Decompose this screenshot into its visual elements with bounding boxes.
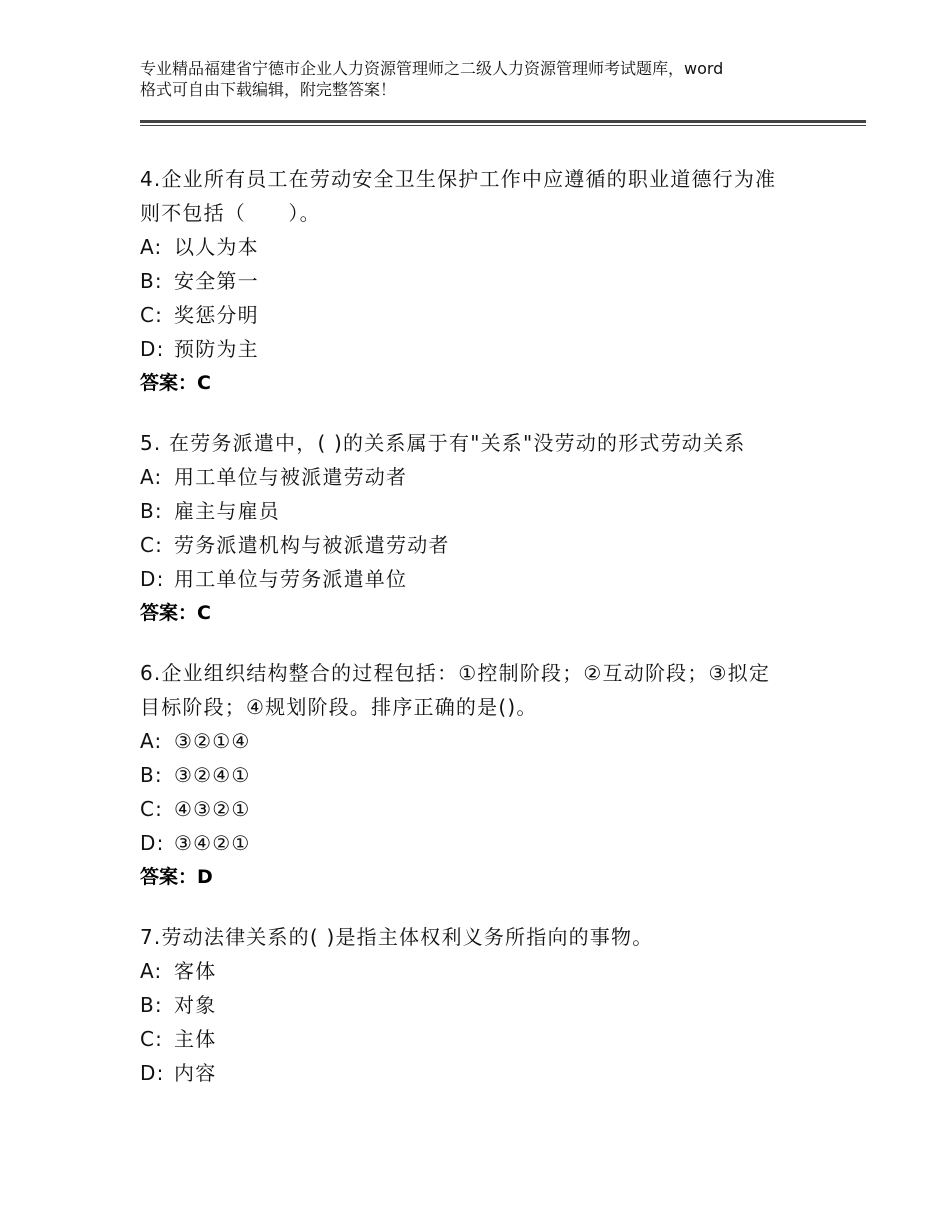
option-b: [140, 494, 820, 528]
stem-line: 5. 在劳务派遣中，( )的关系属于有"关系"没劳动的形式劳动关系: [140, 431, 746, 455]
option-a: [140, 460, 820, 494]
option-letter: B:: [140, 993, 163, 1017]
question-4: [140, 162, 820, 400]
option-d: [140, 562, 820, 596]
option-text: 对象: [174, 993, 217, 1017]
option-text: 安全第一: [174, 269, 259, 293]
header-line-2: 格式可自由下载编辑，附完整答案！: [140, 80, 397, 99]
document-header: [140, 58, 840, 100]
question-list: [140, 162, 820, 1116]
option-text: 以人为本: [174, 235, 259, 259]
stem-line: 6.企业组织结构整合的过程包括：①控制阶段；②互动阶段；③拟定: [140, 661, 771, 685]
option-a: [140, 230, 820, 264]
option-text: 劳务派遣机构与被派遣劳动者: [174, 533, 450, 557]
option-b: [140, 264, 820, 298]
option-letter: D:: [140, 337, 165, 361]
option-a: [140, 954, 820, 988]
option-letter: D:: [140, 1061, 165, 1085]
stem-line: 7.劳动法律关系的( )是指主体权利义务所指向的事物。: [140, 925, 654, 949]
option-letter: A:: [140, 465, 163, 489]
question-stem: [140, 162, 820, 230]
answer-label: 答案：D: [140, 866, 213, 888]
option-a: [140, 724, 820, 758]
stem-line: 则不包括（ ）。: [140, 201, 321, 225]
question-7: [140, 920, 820, 1090]
option-letter: B:: [140, 499, 163, 523]
answer-label: 答案：C: [140, 602, 211, 624]
option-d: [140, 1056, 820, 1090]
question-stem: [140, 920, 820, 954]
header-divider-thin: [140, 125, 866, 126]
option-letter: B:: [140, 269, 163, 293]
option-text: 主体: [174, 1027, 217, 1051]
option-letter: D:: [140, 567, 165, 591]
option-letter: D:: [140, 831, 165, 855]
question-stem: [140, 656, 820, 724]
option-d: [140, 826, 820, 860]
answer-label: 答案：C: [140, 372, 211, 394]
option-d: [140, 332, 820, 366]
option-letter: C:: [140, 533, 164, 557]
stem-line: 4.企业所有员工在劳动安全卫生保护工作中应遵循的职业道德行为准: [140, 167, 777, 191]
option-c: [140, 1022, 820, 1056]
question-stem: [140, 426, 820, 460]
option-letter: C:: [140, 797, 164, 821]
option-c: [140, 298, 820, 332]
option-text: 用工单位与劳务派遣单位: [174, 567, 408, 591]
question-5: [140, 426, 820, 630]
option-text: 雇主与雇员: [174, 499, 280, 523]
option-letter: A:: [140, 235, 163, 259]
option-text: 奖惩分明: [174, 303, 259, 327]
option-c: [140, 528, 820, 562]
option-letter: A:: [140, 729, 163, 753]
header-divider-thick: [140, 120, 866, 123]
option-text: 内容: [174, 1061, 217, 1085]
option-text: ③②①④: [174, 729, 251, 753]
option-text: 预防为主: [174, 337, 259, 361]
stem-line: 目标阶段；④规划阶段。排序正确的是()。: [140, 695, 538, 719]
option-text: ③④②①: [174, 831, 251, 855]
option-letter: C:: [140, 303, 164, 327]
option-text: ③②④①: [174, 763, 251, 787]
option-letter: A:: [140, 959, 163, 983]
option-text: ④③②①: [174, 797, 251, 821]
option-text: 用工单位与被派遣劳动者: [174, 465, 408, 489]
option-letter: B:: [140, 763, 163, 787]
option-b: [140, 758, 820, 792]
option-text: 客体: [174, 959, 217, 983]
option-b: [140, 988, 820, 1022]
option-c: [140, 792, 820, 826]
option-letter: C:: [140, 1027, 164, 1051]
question-6: [140, 656, 820, 894]
header-line-1: 专业精品福建省宁德市企业人力资源管理师之二级人力资源管理师考试题库，word: [140, 59, 724, 78]
